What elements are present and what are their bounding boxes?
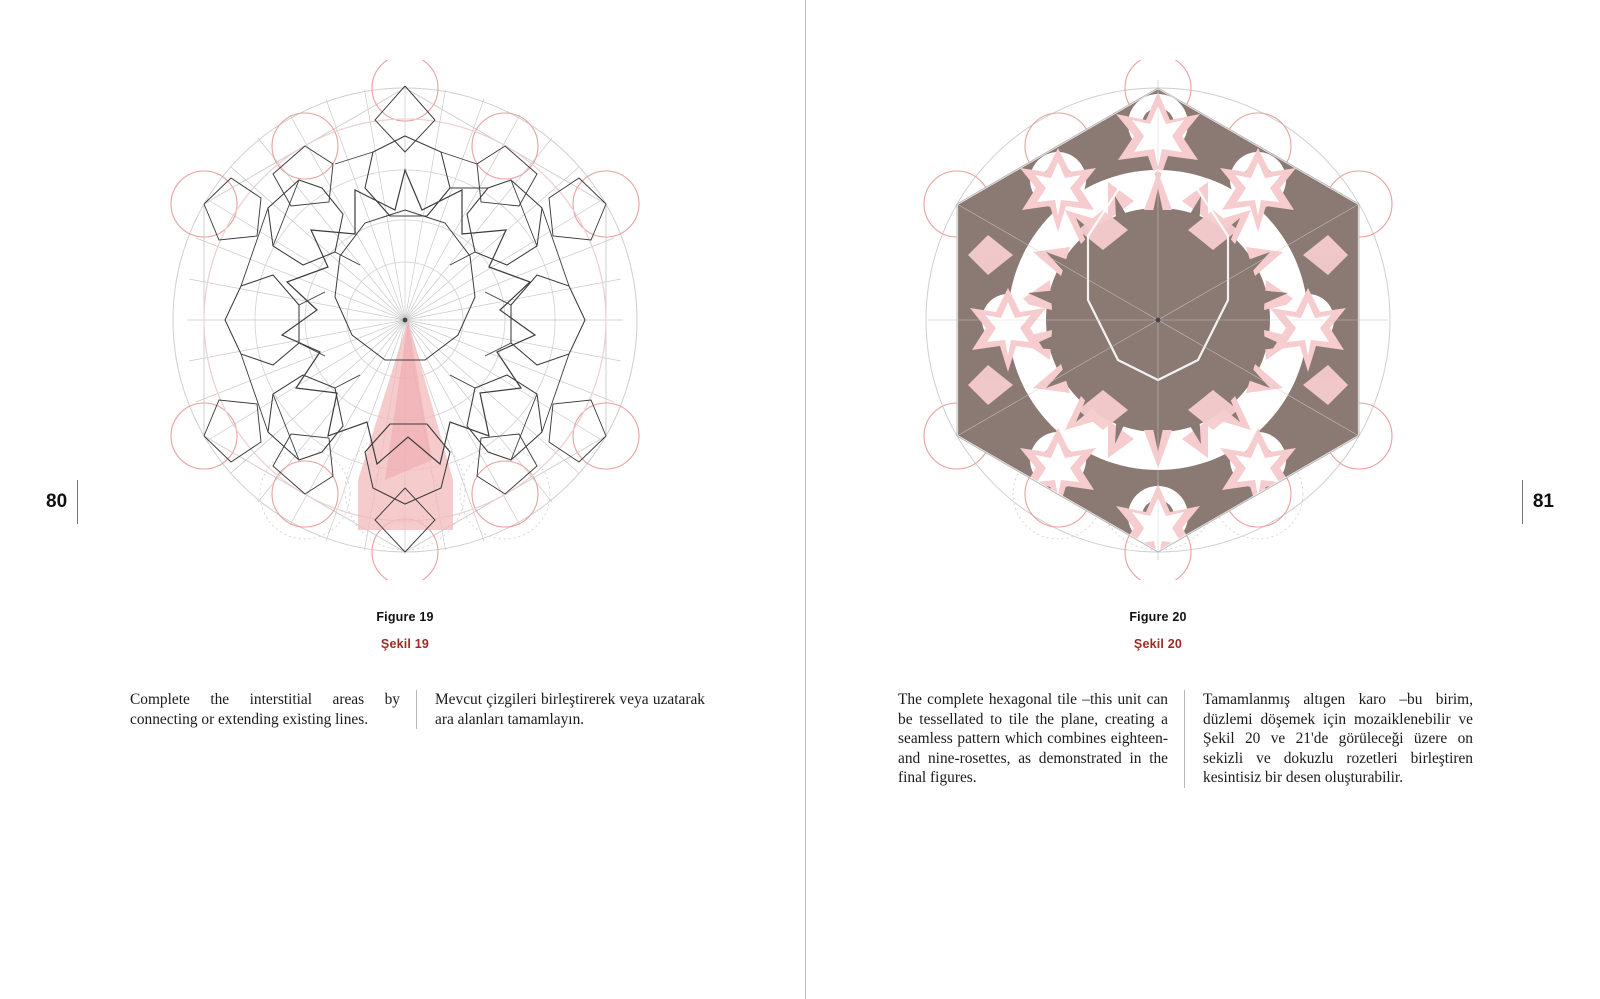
right-text-english	[898, 690, 1184, 788]
figure-19-artwork	[145, 60, 665, 580]
figure-20-block	[898, 60, 1418, 651]
right-page-textblock	[898, 690, 1473, 788]
figure-19-block	[145, 60, 665, 651]
figure-20-caption-tr: Şekil 20	[1133, 637, 1183, 651]
page-number-right-value: 81	[1532, 491, 1554, 512]
right-page	[800, 0, 1600, 999]
folio-rule-right	[1522, 480, 1523, 524]
left-page-textblock	[130, 690, 705, 729]
figure-19-caption-en: Figure 19	[376, 610, 434, 624]
left-text-turkish	[416, 690, 705, 729]
spread-gutter-rule	[805, 0, 806, 999]
figure-20-caption-en: Figure 20	[1129, 610, 1187, 624]
page-number-left	[46, 480, 78, 524]
right-text-english-body: The complete hexagonal tile –this unit can be tessellated to tile the plane, creating a seamless pattern which combines eighteen- and nine-rosettes, as demonstrated in the final figures.	[898, 691, 1168, 787]
page-number-right	[1522, 480, 1554, 524]
left-text-english-body: Complete the interstitial areas by connecting or extending existing lines.	[130, 691, 400, 728]
figure-19-caption-tr: Şekil 19	[380, 637, 430, 651]
left-text-turkish-body: Mevcut çizgileri birleştirerek veya uzatarak ara alanları tamamlayın.	[435, 691, 705, 728]
right-text-turkish	[1184, 690, 1473, 788]
figure-20-artwork	[898, 60, 1418, 580]
right-text-turkish-body: Tamamlanmış altıgen karo –bu birim, düzlemi döşemek için mozaiklenebilir ve Şekil 20 ve 21'de görüleceği üzere on sekizli ve dokuzlu rozetleri birleştiren kesintisiz bir desen oluşturabilir.	[1203, 691, 1473, 787]
left-text-english	[130, 690, 416, 729]
page-number-left-value: 80	[46, 491, 68, 512]
folio-rule-left	[77, 480, 78, 524]
